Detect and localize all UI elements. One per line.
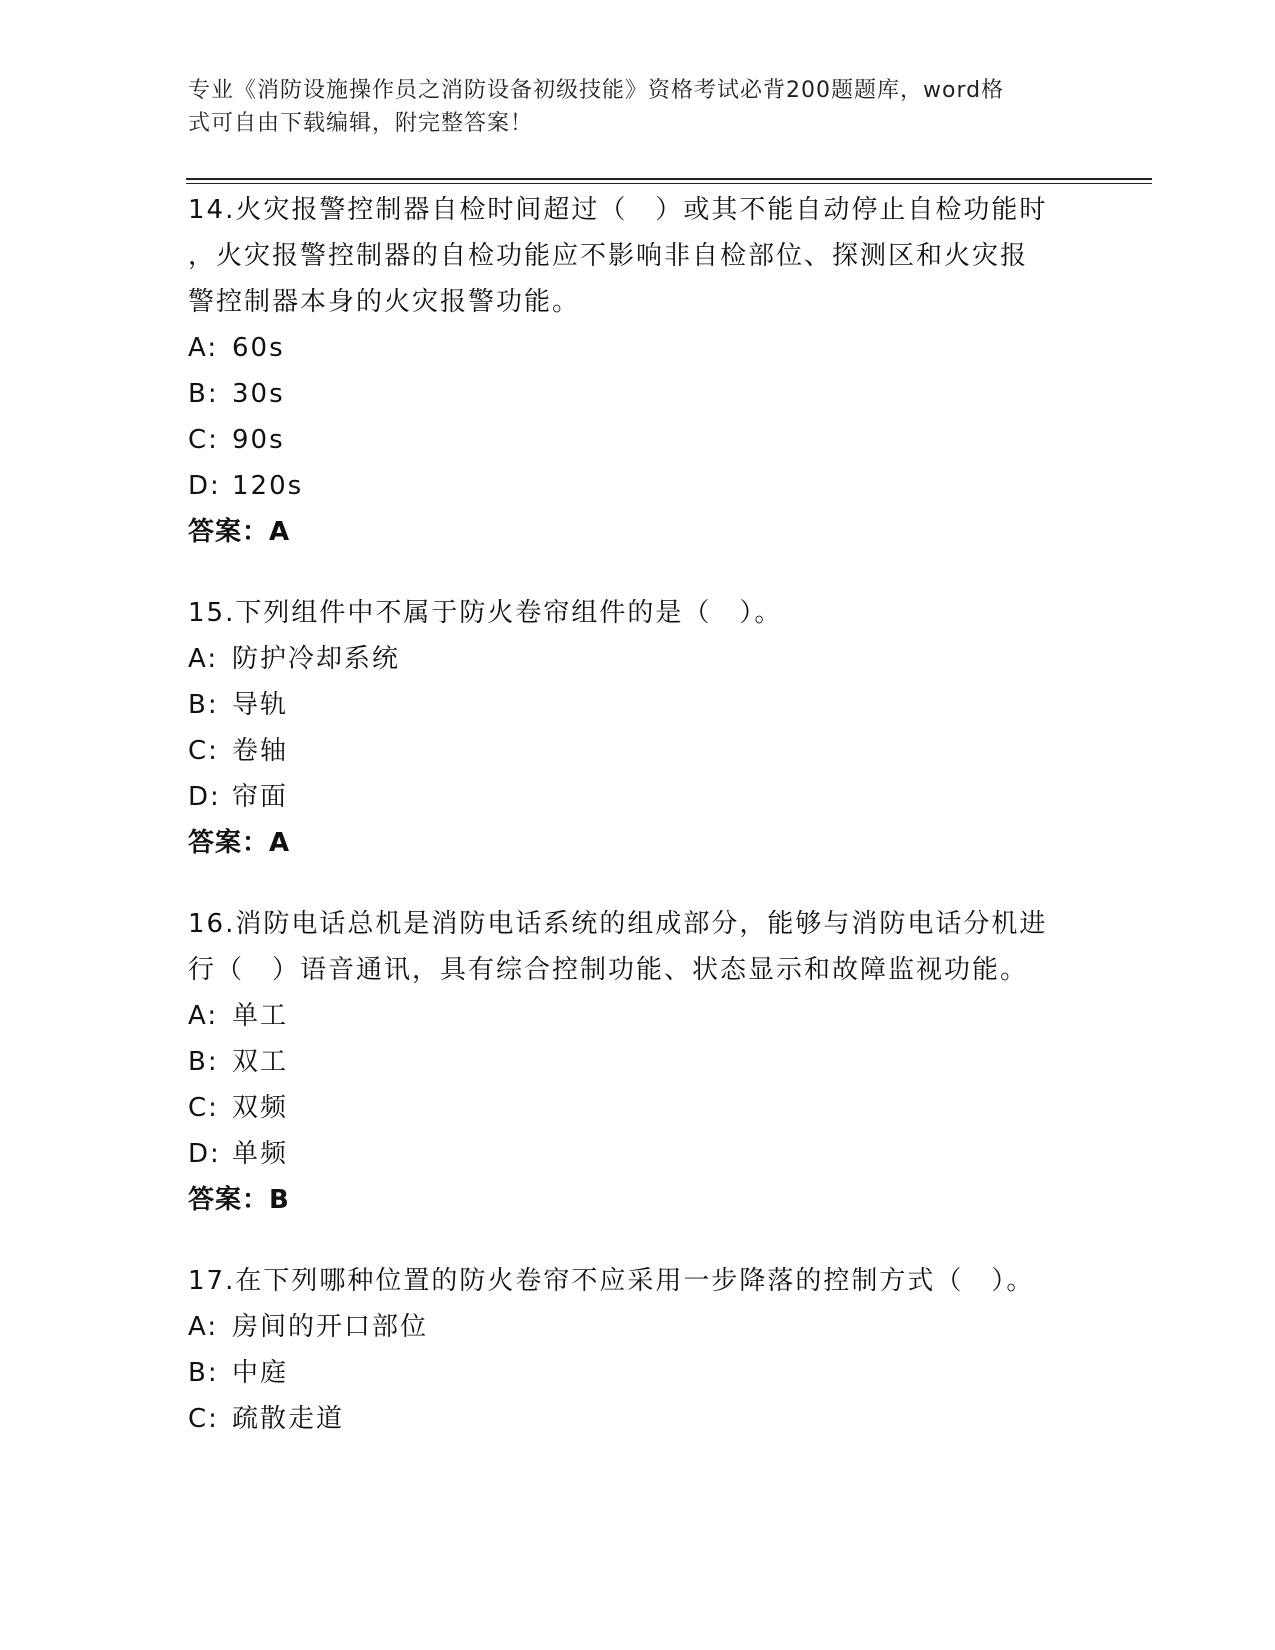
question-text-line: 行（ ）语音通讯，具有综合控制功能、状态显示和故障监视功能。	[188, 955, 1029, 985]
answer-label: 答案：A	[188, 517, 291, 547]
option-a	[188, 1304, 1088, 1350]
option-a	[188, 993, 1088, 1039]
option-letter: D:	[188, 1139, 221, 1169]
option-letter: B:	[188, 1358, 219, 1388]
question-text-line: 16.消防电话总机是消防电话系统的组成部分，能够与消防电话分机进	[188, 909, 1048, 939]
header-divider-thick	[186, 178, 1152, 180]
option-text: 帘面	[232, 782, 289, 812]
option-b	[188, 1350, 1088, 1396]
option-text: 120s	[232, 471, 304, 501]
question-16	[188, 901, 1088, 1223]
option-text: 单频	[232, 1139, 289, 1169]
option-letter: C:	[188, 1093, 219, 1123]
option-letter: B:	[188, 690, 219, 720]
question-15	[188, 590, 1088, 866]
option-b	[188, 371, 1088, 417]
option-letter: A:	[188, 333, 219, 363]
option-text: 60s	[232, 333, 285, 363]
question-17	[188, 1258, 1088, 1442]
option-c	[188, 1396, 1088, 1442]
option-letter: D:	[188, 782, 221, 812]
option-c	[188, 1085, 1088, 1131]
option-d	[188, 774, 1088, 820]
option-text: 防护冷却系统	[232, 644, 401, 674]
option-a	[188, 636, 1088, 682]
option-letter: D:	[188, 471, 221, 501]
option-text: 房间的开口部位	[232, 1312, 429, 1342]
option-letter: C:	[188, 736, 219, 766]
option-c	[188, 728, 1088, 774]
option-letter: C:	[188, 425, 219, 455]
option-text: 导轨	[232, 690, 289, 720]
question-text-line: 14.火灾报警控制器自检时间超过（ ）或其不能自动停止自检功能时	[188, 195, 1048, 225]
option-letter: B:	[188, 379, 219, 409]
option-letter: A:	[188, 1312, 219, 1342]
answer-label: 答案：A	[188, 828, 291, 858]
option-text: 双频	[232, 1093, 289, 1123]
option-text: 90s	[232, 425, 285, 455]
header-line-2: 式可自由下载编辑，附完整答案！	[188, 111, 534, 136]
option-d	[188, 1131, 1088, 1177]
option-text: 30s	[232, 379, 285, 409]
document-header	[188, 74, 1088, 140]
option-letter: B:	[188, 1047, 219, 1077]
question-text-line: 17.在下列哪种位置的防火卷帘不应采用一步降落的控制方式（ ）。	[188, 1266, 1035, 1296]
option-text: 中庭	[232, 1358, 289, 1388]
option-b	[188, 682, 1088, 728]
option-d	[188, 463, 1088, 509]
answer-label: 答案：B	[188, 1185, 290, 1215]
option-text: 单工	[232, 1001, 289, 1031]
question-list	[188, 187, 1088, 1477]
option-letter: A:	[188, 644, 219, 674]
option-letter: C:	[188, 1404, 219, 1434]
header-line-1: 专业《消防设施操作员之消防设备初级技能》资格考试必背200题题库，word格	[188, 78, 1005, 103]
option-a	[188, 325, 1088, 371]
header-divider-thin	[186, 183, 1152, 184]
option-b	[188, 1039, 1088, 1085]
option-text: 双工	[232, 1047, 289, 1077]
question-text-line: ，火灾报警控制器的自检功能应不影响非自检部位、探测区和火灾报	[188, 241, 1029, 271]
question-14	[188, 187, 1088, 555]
question-text-line: 15.下列组件中不属于防火卷帘组件的是（ ）。	[188, 598, 783, 628]
option-text: 疏散走道	[232, 1404, 345, 1434]
option-text: 卷轴	[232, 736, 289, 766]
option-letter: A:	[188, 1001, 219, 1031]
option-c	[188, 417, 1088, 463]
question-text-line: 警控制器本身的火灾报警功能。	[188, 287, 581, 317]
